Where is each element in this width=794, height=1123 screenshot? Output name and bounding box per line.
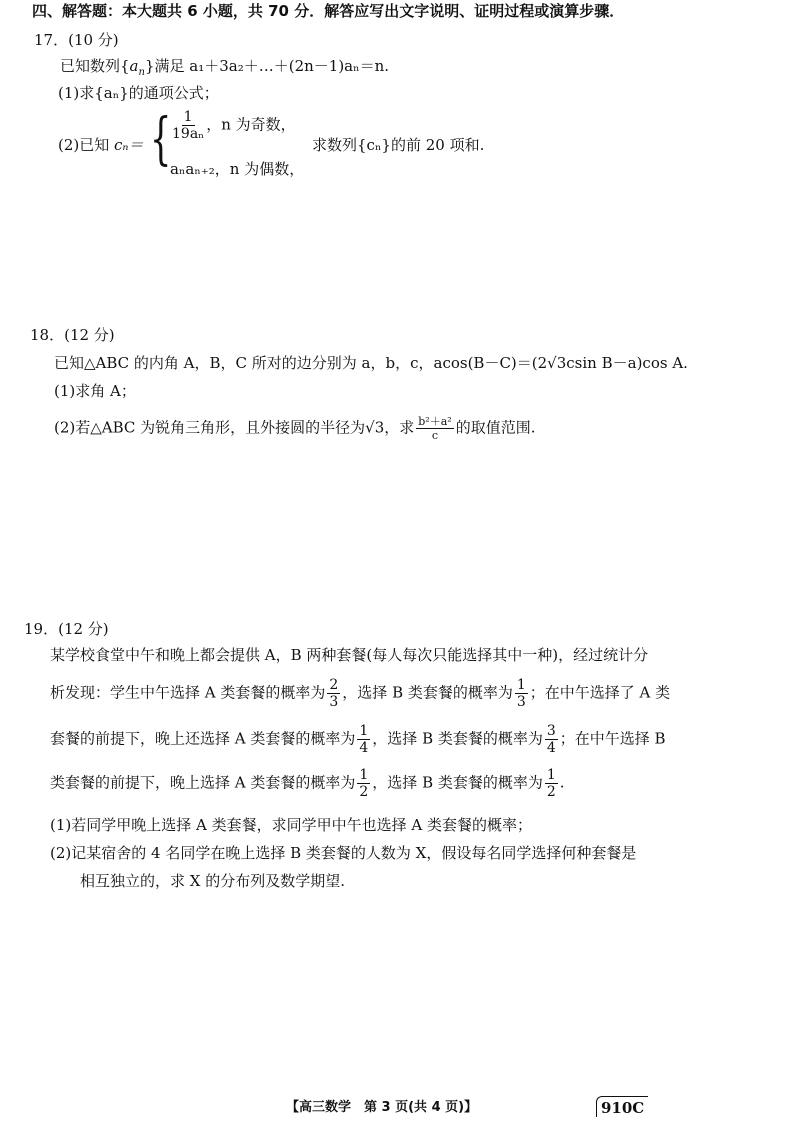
q17-stem-equation: a₁＋3a₂＋…＋(2n－1)aₙ＝n. (189, 57, 390, 75)
q19-frac-2-den: 3 (516, 694, 526, 710)
q19-line2-a: 析发现：学生中午选择 A 类套餐的概率为 (50, 683, 326, 702)
q18-part1: (1)求角 A； (54, 382, 136, 400)
q18-part2-prefix: (2)若△ABC 为锐角三角形，且外接圆的半径为√3，求 (54, 418, 415, 437)
q18-number: 18．(12 分) (30, 326, 115, 344)
q18-part2 (54, 416, 535, 441)
q18-frac-den: c (431, 429, 439, 442)
section-header: 四、解答题：本大题共 6 小题，共 70 分．解答应写出文字说明、证明过程或演算步骤． (32, 2, 625, 20)
q17-case1-num: 1 (183, 109, 193, 125)
q18-part2-suffix: 的取值范围. (455, 418, 536, 437)
q19-frac-2 (515, 678, 528, 709)
q19-frac-5 (357, 768, 370, 799)
q17-case2: aₙaₙ₊₂，n 为偶数， (170, 160, 305, 178)
q17-case1 (170, 110, 296, 141)
footer-page-label: 【高三数学 第 3 页(共 4 页)】 (286, 1100, 478, 1115)
q19-frac-2-num: 1 (516, 677, 526, 693)
q19-frac-3-den: 4 (359, 740, 369, 756)
q17-number: 17．(10 分) (34, 31, 119, 49)
q19-line2 (50, 678, 670, 709)
q18-stem: 已知△ABC 的内角 A，B，C 所对的边分别为 a，b，c，acos(B－C)＝(2√3csin B－a)cos A. (54, 354, 688, 372)
q17-cn: cₙ＝ (114, 136, 144, 154)
piecewise-brace: { (150, 107, 172, 172)
q19-line3-b: ，选择 B 类套餐的概率为 (372, 729, 543, 748)
q19-line3 (50, 724, 666, 755)
q19-frac-6-num: 1 (546, 767, 556, 783)
q17-part2-prefix (58, 136, 144, 154)
q19-frac-5-den: 2 (359, 784, 369, 800)
q19-line4 (50, 768, 565, 799)
q18-frac-num: b²＋a² (418, 415, 452, 428)
q19-line3-a: 套餐的前提下，晚上还选择 A 类套餐的概率为 (50, 729, 356, 748)
q19-number: 19．(12 分) (24, 620, 109, 638)
q17-case1-fraction (172, 110, 204, 141)
q17-stem-an: $a_n$ (129, 57, 145, 78)
q19-line4-a: 类套餐的前提下，晚上选择 A 类套餐的概率为 (50, 773, 356, 792)
q19-line4-c: . (559, 773, 565, 792)
q19-frac-4 (545, 724, 558, 755)
q19-line3-c: ；在中午选择 B (559, 729, 666, 748)
q19-frac-1-num: 2 (329, 677, 339, 693)
q19-frac-3 (357, 724, 370, 755)
q17-stem-prefix: 已知数列{ (60, 57, 130, 75)
q19-part2-line1: (2)记某宿舍的 4 名同学在晚上选择 B 类套餐的人数为 X，假设每名同学选择何种套餐是 (50, 844, 637, 862)
q19-frac-6 (545, 768, 558, 799)
q19-frac-1 (327, 678, 340, 709)
q19-frac-4-num: 3 (546, 723, 556, 739)
q18-fraction (416, 416, 453, 441)
q19-frac-5-num: 1 (359, 767, 369, 783)
q17-part2-label: (2)已知 (58, 136, 115, 154)
q19-line4-b: ，选择 B 类套餐的概率为 (372, 773, 543, 792)
footer-code: 910C (596, 1096, 648, 1117)
q19-frac-3-num: 1 (359, 723, 369, 739)
q17-part1: (1)求{aₙ}的通项公式； (58, 84, 219, 102)
q19-line2-c: ；在中午选择了 A 类 (529, 683, 671, 702)
q17-case1-den: 19aₙ (172, 126, 205, 142)
q19-frac-1-den: 3 (329, 694, 339, 710)
q19-part2-line2: 相互独立的，求 X 的分布列及数学期望. (80, 872, 345, 890)
q19-line2-b: ，选择 B 类套餐的概率为 (342, 683, 513, 702)
q19-line1: 某学校食堂中午和晚上都会提供 A，B 两种套餐(每人每次只能选择其中一种)，经过统计分 (50, 646, 649, 664)
q17-case1-cond: ，n 为奇数， (206, 115, 296, 134)
q19-frac-4-den: 4 (546, 740, 556, 756)
q17-stem-mid: }满足 (144, 57, 190, 75)
q19-part1: (1)若同学甲晚上选择 A 类套餐，求同学甲中午也选择 A 类套餐的概率； (50, 816, 532, 834)
q17-stem (60, 57, 389, 79)
q17-part2-suffix: 求数列{cₙ}的前 20 项和. (312, 136, 485, 154)
q19-frac-6-den: 2 (546, 784, 556, 800)
